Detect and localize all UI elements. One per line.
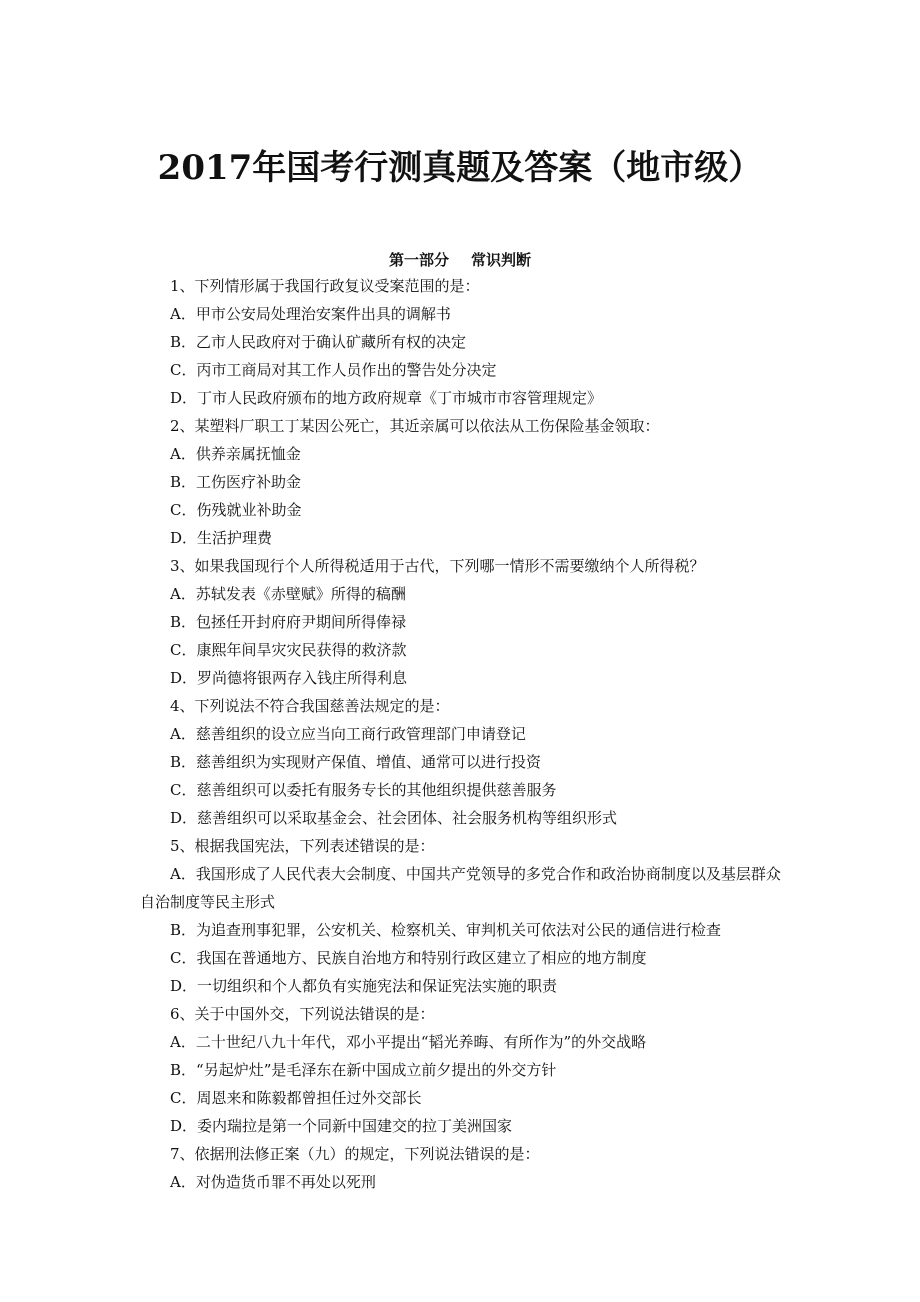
q1-option-b: B．乙市人民政府对于确认矿藏所有权的决定 [170,333,467,351]
q3-option-c: C．康熙年间旱灾灾民获得的救济款 [170,641,407,659]
q1-option-c: C．丙市工商局对其工作人员作出的警告处分决定 [170,361,497,379]
q1-option-d: D．丁市人民政府颁布的地方政府规章《丁市城市市容管理规定》 [170,389,603,407]
q5-option-a: A．我国形成了人民代表大会制度、中国共产党领导的多党合作和政治协商制度以及基层群众自治制度等民主形式 [140,865,781,911]
q5-option-d: D．一切组织和个人都负有实施宪法和保证宪法实施的职责 [170,977,558,995]
q2-option-b: B．工伤医疗补助金 [170,473,302,491]
question-3: 3、如果我国现行个人所得税适用于古代，下列哪一情形不需要缴纳个人所得税？ [170,557,705,575]
q6-option-c: C．周恩来和陈毅都曾担任过外交部长 [170,1089,422,1107]
q3-option-d: D．罗尚德将银两存入钱庄所得利息 [170,669,408,687]
q2-option-d: D．生活护理费 [170,529,273,547]
section-part: 第一部分 [388,251,449,269]
question-list [140,272,785,1196]
q7-option-a: A．对伪造货币罪不再处以死刑 [170,1173,376,1191]
q4-option-a: A．慈善组织的设立应当向工商行政管理部门申请登记 [170,725,526,743]
q6-option-d: D．委内瑞拉是第一个同新中国建交的拉丁美洲国家 [170,1117,513,1135]
q4-option-b: B．慈善组织为实现财产保值、增值、通常可以进行投资 [170,753,542,771]
section-heading [0,249,920,270]
q6-option-b: B．“另起炉灶”是毛泽东在新中国成立前夕提出的外交方针 [170,1061,557,1079]
q4-option-d: D．慈善组织可以采取基金会、社会团体、社会服务机构等组织形式 [170,809,618,827]
q6-option-a: A．二十世纪八九十年代，邓小平提出“韬光养晦、有所作为”的外交战略 [170,1033,647,1051]
q3-option-b: B．包拯任开封府府尹期间所得俸禄 [170,613,407,631]
q4-option-c: C．慈善组织可以委托有服务专长的其他组织提供慈善服务 [170,781,557,799]
question-4: 4、下列说法不符合我国慈善法规定的是： [170,697,450,715]
q1-option-a: A．甲市公安局处理治安案件出具的调解书 [170,305,451,323]
question-5: 5、根据我国宪法，下列表述错误的是： [170,837,435,855]
q5-option-b: B．为追查刑事犯罪，公安机关、检察机关、审判机关可依法对公民的通信进行检查 [170,921,722,939]
question-7: 7、依据刑法修正案（九）的规定，下列说法错误的是： [170,1145,540,1163]
q3-option-a: A．苏轼发表《赤壁赋》所得的稿酬 [170,585,406,603]
q2-option-a: A．供养亲属抚恤金 [170,445,301,463]
q2-option-c: C．伤残就业补助金 [170,501,302,519]
q5-option-c: C．我国在普通地方、民族自治地方和特别行政区建立了相应的地方制度 [170,949,647,967]
section-name: 常识判断 [471,251,532,269]
question-1: 1、下列情形属于我国行政复议受案范围的是： [170,277,480,295]
document-title: 2017年国考行测真题及答案（地市级） [157,148,763,188]
question-2: 2、某塑料厂职工丁某因公死亡，其近亲属可以依法从工伤保险基金领取： [170,417,660,435]
question-6: 6、关于中国外交，下列说法错误的是： [170,1005,435,1023]
